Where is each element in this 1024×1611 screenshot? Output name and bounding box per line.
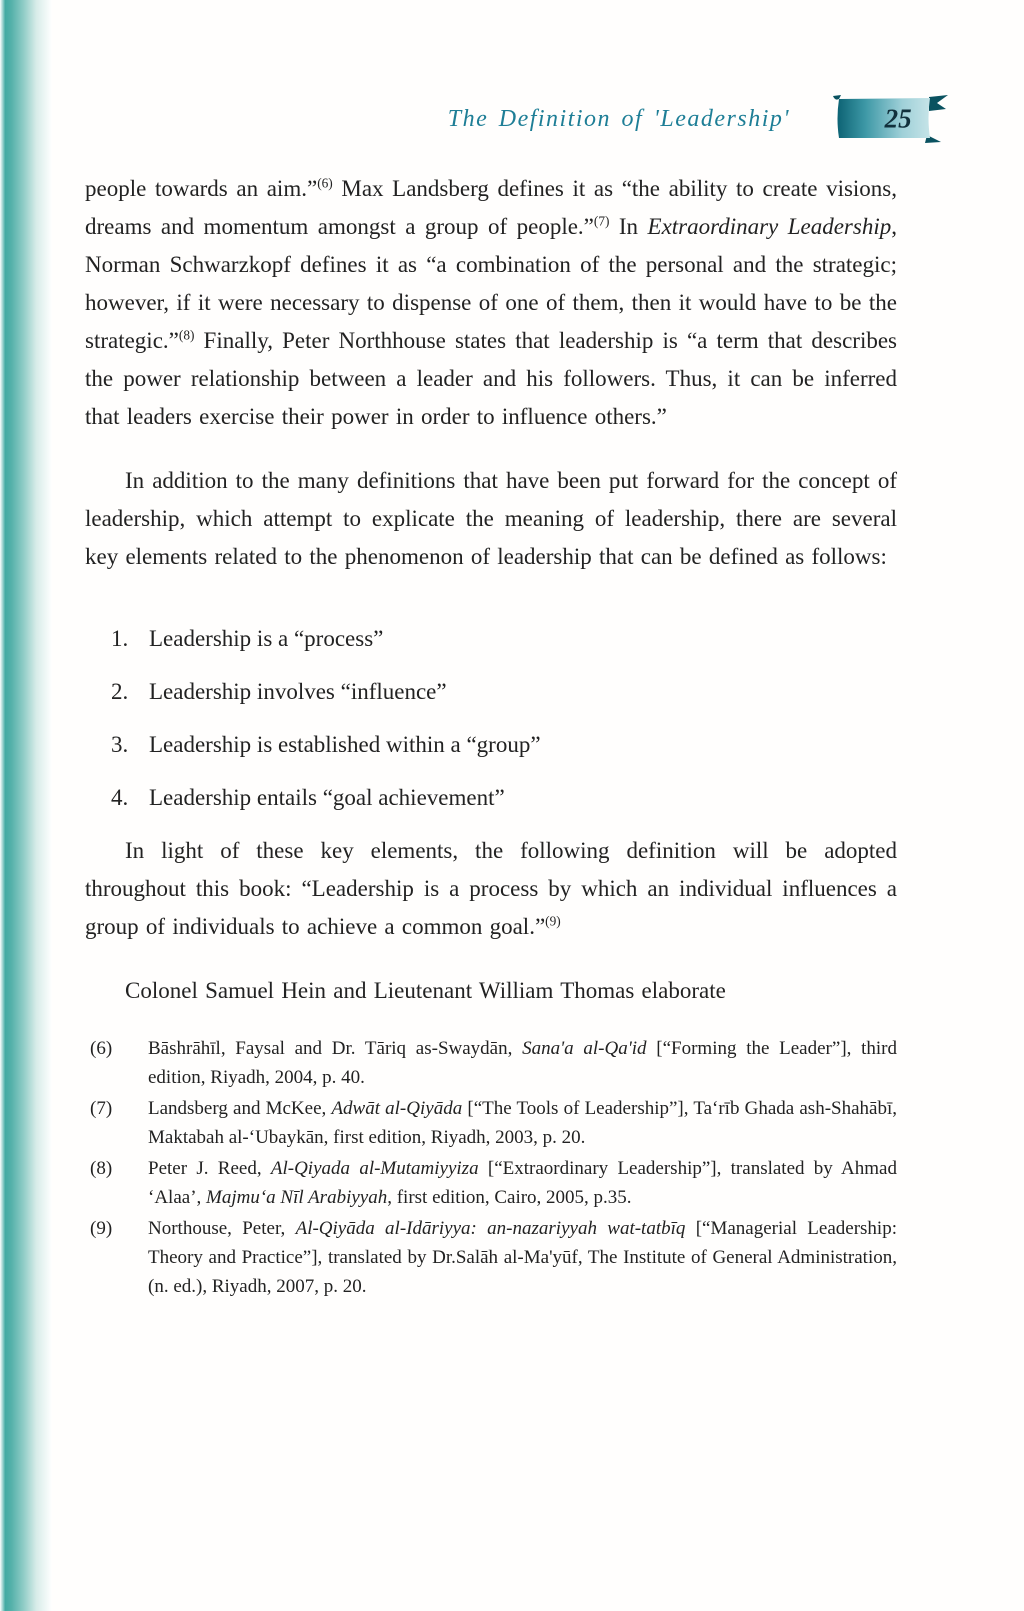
- footnote-text: Peter J. Reed, Al-Qiyada al-Mutamiyyiza [“Extraordinary Leadership”], translated by Ahmad ‘Alaa’, Majmu‘a Nīl Arabiyyah, first edition, Cairo, 2005, p.35.: [148, 1158, 897, 1208]
- footnote-text: Landsberg and McKee, Adwāt al-Qiyāda [“The Tools of Leadership”], Ta‘rīb Ghada ash-Shahābī, Maktabah al-‘Ubaykān, first edition, Riyadh, 2003, p. 20.: [148, 1098, 897, 1148]
- page-body: [85, 170, 897, 1301]
- footnotes: [85, 1034, 897, 1301]
- list-item-number: 4.: [111, 785, 129, 810]
- key-elements-list: [85, 620, 897, 817]
- page-number: 25: [884, 103, 912, 134]
- list-item: [85, 726, 897, 764]
- footnote: [85, 1094, 897, 1152]
- paragraph-intro: In addition to the many definitions that have been put forward for the concept of leadership, which attempt to explicate the meaning of leadership, there are several key elements related to the phenomenon of leadership that can be defined as follows:: [85, 468, 897, 569]
- list-item-number: 2.: [111, 679, 129, 704]
- footnote-label: (7): [90, 1098, 113, 1119]
- chapter-title: The Definition of 'Leadership': [447, 105, 790, 132]
- list-item-text: Leadership is established within a “group”: [149, 732, 541, 757]
- footnote-label: (8): [90, 1158, 113, 1179]
- page-number-banner: [832, 94, 948, 144]
- page-header: [0, 94, 948, 144]
- footnote-label: (9): [90, 1218, 113, 1239]
- list-item-text: Leadership entails “goal achievement”: [149, 785, 505, 810]
- list-item: [85, 620, 897, 658]
- footnote-text: Bāshrāhīl, Faysal and Dr. Tāriq as-Swaydān, Sana'a al-Qa'id [“Forming the Leader”], third edition, Riyadh, 2004, p. 40.: [148, 1038, 898, 1088]
- paragraph-elaborate: Colonel Samuel Hein and Lieutenant William Thomas elaborate: [125, 978, 726, 1003]
- footnote: [85, 1214, 897, 1301]
- list-item-text: Leadership is a “process”: [149, 626, 384, 651]
- paragraph-definition: In light of these key elements, the following definition will be adopted throughout this book: “Leadership is a process by which an individual influences a group of individuals to achieve a common goal.”$^{(9)}$: [85, 838, 897, 939]
- footnote-text: Northouse, Peter, Al-Qiyāda al-Idāriyya: an-nazariyyah wat-tatbīq [“Managerial Leadership: Theory and Practice”], translated by Dr.Salāh al-Ma'yūf, The Institute of General Administration, (n. ed.), Riyadh, 2007, p. 20.: [148, 1218, 897, 1297]
- list-item: [85, 673, 897, 711]
- list-item-number: 1.: [111, 626, 129, 651]
- page-edge-gradient: [0, 0, 52, 1611]
- footnote: [85, 1154, 897, 1212]
- footnote: [85, 1034, 897, 1092]
- list-item-number: 3.: [111, 732, 129, 757]
- footnote-label: (6): [90, 1038, 113, 1059]
- list-item-text: Leadership involves “influence”: [149, 679, 447, 704]
- list-item: [85, 779, 897, 817]
- paragraph-continuation: people towards an aim.”$^{(6)}$ Max Landsberg defines it as “the ability to create visions, dreams and momentum amongst a group of people.”$^{(7)}$ In Extraordinary Leadership, Norman Schwarzkopf defines it as “a combination of the personal and the strategic; however, if it were necessary to dispense of one of them, then it would have to be the strategic.”$^{(8)}$ Finally, Peter Northhouse states that leadership is “a term that describes the power relationship between a leader and his followers. Thus, it can be inferred that leaders exercise their power in order to influence others.”: [85, 175, 898, 429]
